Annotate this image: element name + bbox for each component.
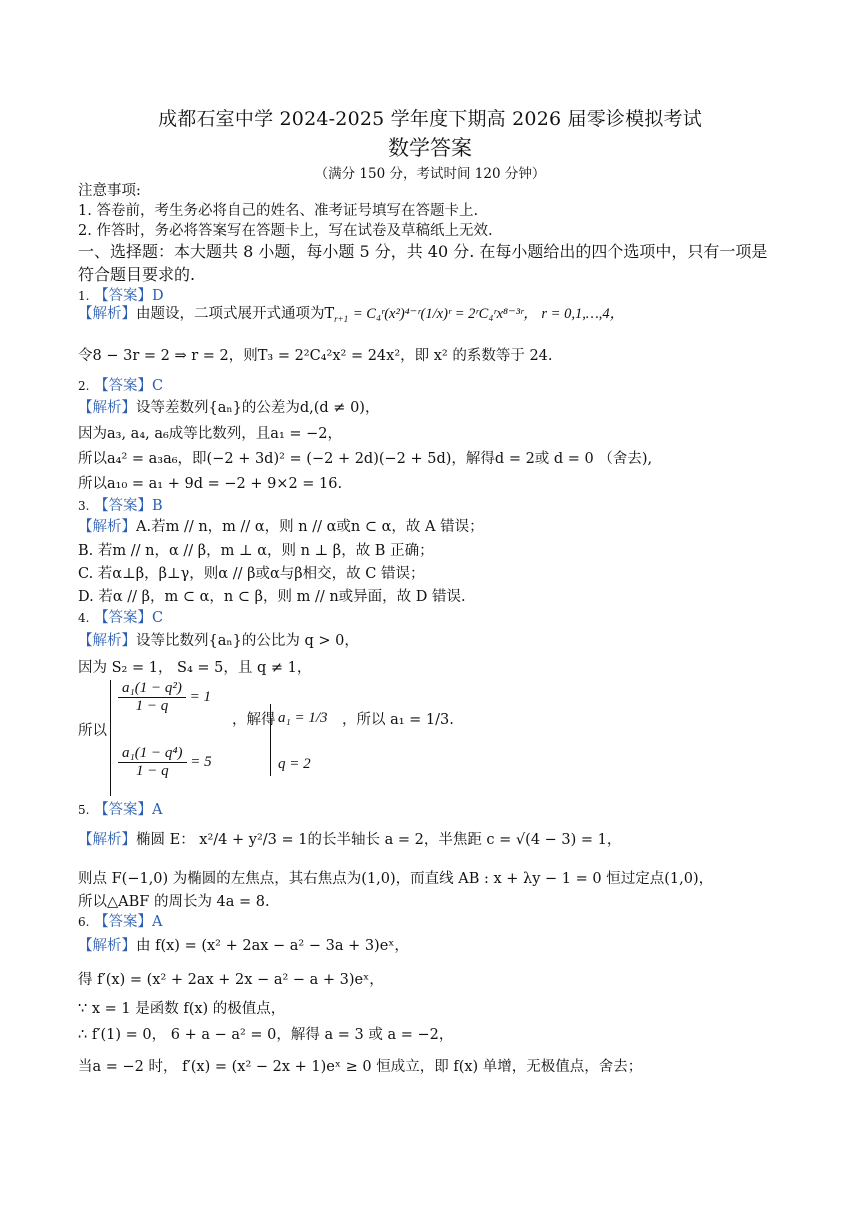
q4-left-brace [110, 680, 111, 796]
q5-number: 5. [78, 803, 90, 817]
q4-line-2: 因为 S₂ = 1， S₄ = 5，且 q ≠ 1， [78, 660, 312, 676]
q2-answer [78, 378, 163, 395]
q3-analysis-tag: 【解析】 [78, 519, 136, 535]
q4-answer [78, 610, 163, 627]
q4-eq2-numerator: a₁(1 − q⁴) [118, 745, 187, 763]
q6-line-1 [78, 938, 409, 955]
q4-eq1-rhs: = 1 [189, 688, 211, 705]
q1-subscript: r+1 [334, 313, 349, 324]
q4-line-1 [78, 633, 359, 650]
q1-line-1 [78, 306, 624, 325]
q4-eq1-numerator: a₁(1 − q²) [118, 680, 186, 698]
q4-text-1: 设等比数列{aₙ}的公比为 q > 0， [136, 633, 359, 649]
q4-answer-label: 【答案】C [94, 610, 164, 626]
q4-analysis-tag: 【解析】 [78, 633, 136, 649]
q6-line-3: ∵ x = 1 是函数 f(x) 的极值点， [78, 1001, 286, 1017]
q2-line-3: 所以a₄² = a₃a₆，即(−2 + 3d)² = (−2 + 2d)(−2 + 5d)，解得d = 2或 d = 0 （舍去), [78, 451, 653, 467]
q5-text-1: 椭圆 E： x²/4 + y²/3 = 1的长半轴长 a = 2，半焦距 c = √(4 − 3) = 1， [136, 832, 622, 848]
q5-line-3: 所以△ABF 的周长为 4a = 8. [78, 894, 270, 910]
q6-analysis-tag: 【解析】 [78, 938, 136, 954]
q4-eq2-denominator: 1 − q [135, 763, 169, 779]
q6-line-2: 得 f′(x) = (x² + 2ax + 2x − a² − a + 3)eˣ， [78, 972, 384, 988]
q5-line-1 [78, 832, 621, 849]
q2-line-2: 因为a₃, a₄, a₆成等比数列，且a₁ = −2， [78, 426, 343, 442]
q5-answer [78, 802, 163, 819]
note-item-2: 2. 作答时，务必将答案写在答题卡上，写在试卷及草稿纸上无效. [78, 223, 493, 239]
q4-solution-1: a₁ = 1/3 [278, 710, 328, 726]
q6-answer [78, 914, 163, 931]
q3-line-1 [78, 519, 484, 536]
q4-solve-label: ，解得 [232, 712, 276, 728]
q5-line-2: 则点 F(−1,0) 为椭圆的左焦点，其右焦点为(1,0)，而直线 AB : x + λy − 1 = 0 恒过定点(1,0)， [78, 871, 714, 887]
section-heading: 一、选择题：本大题共 8 小题，每小题 5 分，共 40 分. 在每小题给出的四个选项中，只有一项是符合题目要求的. [78, 242, 768, 285]
q1-answer-label: 【答案】D [94, 288, 164, 304]
q3-answer [78, 498, 163, 515]
q4-equation-1 [118, 680, 211, 715]
q2-number: 2. [78, 379, 90, 393]
q4-system-prefix: 所以 [78, 723, 107, 739]
notes-heading: 注意事项: [78, 183, 141, 199]
q4-equation-2 [118, 745, 212, 780]
q1-number: 1. [78, 289, 90, 303]
q1-formula: = C₄ʳ(x²)⁴⁻ʳ(1/x)ʳ = 2ʳC₄ʳx⁸⁻³ʳ， r = 0,1,…,4， [352, 306, 625, 322]
q4-eq1-denominator: 1 − q [135, 698, 169, 714]
q6-line-4: ∴ f′(1) = 0， 6 + a − a² = 0，解得 a = 3 或 a = −2， [78, 1027, 454, 1043]
note-item-1: 1. 答卷前，考生务必将自己的姓名、准考证号填写在答题卡上. [78, 203, 479, 219]
q2-text-1: 设等差数列{aₙ}的公差为d,(d ≠ 0)， [136, 400, 380, 416]
q4-conclusion: ，所以 a₁ = 1/3. [342, 712, 454, 728]
q2-line-1 [78, 400, 379, 417]
q4-number: 4. [78, 611, 90, 625]
q3-line-3: C. 若α⊥β，β⊥γ，则α // β或α与β相交，故 C 错误； [78, 566, 425, 582]
q1-answer [78, 288, 164, 305]
q4-eq2-rhs: = 5 [190, 753, 212, 770]
document-subtitle: 数学答案 [388, 136, 472, 160]
q5-answer-label: 【答案】A [94, 802, 163, 818]
q2-answer-label: 【答案】C [94, 378, 164, 394]
q2-analysis-tag: 【解析】 [78, 400, 136, 416]
document-title: 成都石室中学 2024-2025 学年度下期高 2026 届零诊模拟考试 [158, 108, 702, 130]
q4-solution-2: q = 2 [278, 756, 311, 772]
q3-number: 3. [78, 499, 90, 513]
q6-text-1: 由 f(x) = (x² + 2ax − a² − 3a + 3)eˣ， [136, 938, 409, 954]
score-time-note: （满分 150 分，考试时间 120 分钟） [314, 166, 546, 182]
q5-analysis-tag: 【解析】 [78, 832, 136, 848]
q6-number: 6. [78, 915, 90, 929]
q3-text-1: A.若m // n，m // α，则 n // α或n ⊂ α，故 A 错误； [136, 519, 484, 535]
q3-line-2: B. 若m // n，α // β，m ⊥ α，则 n ⊥ β，故 B 正确； [78, 543, 434, 559]
q3-answer-label: 【答案】B [94, 498, 163, 514]
q3-line-4: D. 若α // β，m ⊂ α，n ⊂ β，则 m // n或异面，故 D 错误. [78, 589, 466, 605]
q1-text-1: 由题设，二项式展开式通项为T [136, 306, 335, 322]
q1-analysis-tag: 【解析】 [78, 306, 136, 322]
q6-line-5: 当a = −2 时， f′(x) = (x² − 2x + 1)eˣ ≥ 0 恒成立，即 f(x) 单增，无极值点，舍去； [78, 1059, 643, 1075]
q1-line-2: 令8 − 3r = 2 ⇒ r = 2，则T₃ = 2²C₄²x² = 24x²，即 x² 的系数等于 24. [78, 348, 553, 364]
q4-solution-brace [270, 704, 271, 776]
q6-answer-label: 【答案】A [94, 914, 163, 930]
q2-line-4: 所以a₁₀ = a₁ + 9d = −2 + 9×2 = 16. [78, 476, 343, 492]
